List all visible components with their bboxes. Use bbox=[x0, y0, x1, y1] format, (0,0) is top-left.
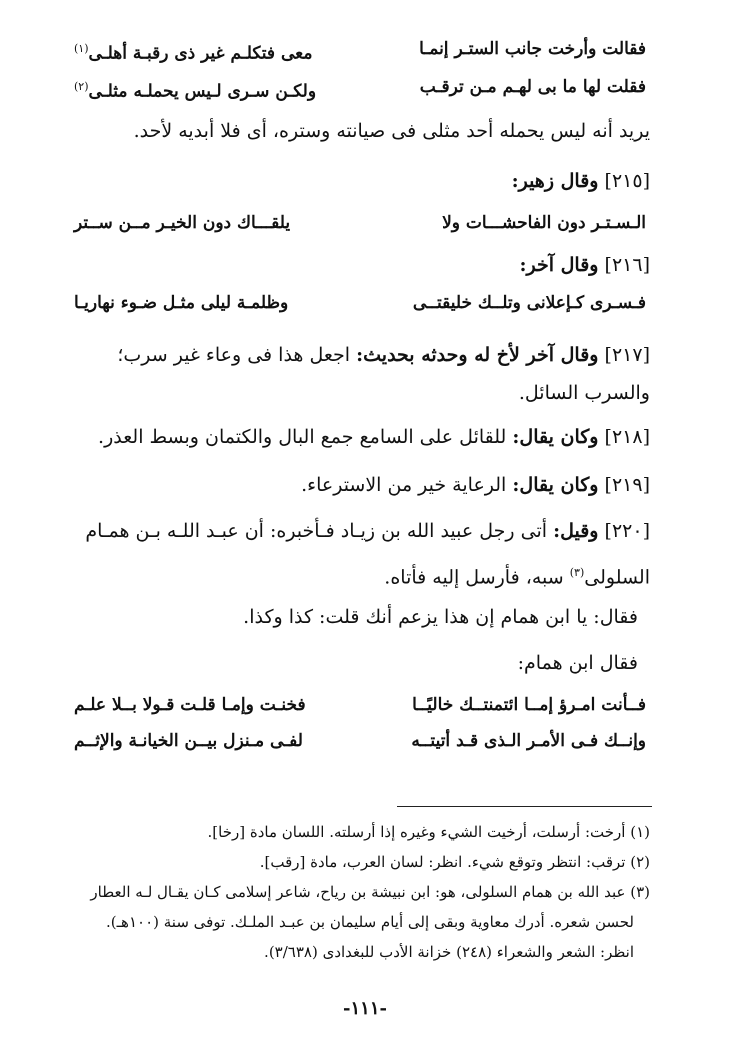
footnote-marker: (٢) bbox=[74, 80, 89, 93]
verse-hemistich: فــأنت امـرؤ إمــا ائتمنتــك خاليًــا bbox=[412, 695, 646, 715]
dialog-line: فقال ابن همام: bbox=[517, 652, 638, 674]
footnote-separator bbox=[397, 806, 652, 807]
verse-hemistich: معى فتكلـم غير ذى رقبـة أهلـى$^{(١)}$ bbox=[74, 42, 313, 64]
verse-hemistich: وظلمـة ليلى مثـل ضـوء نهاريـا bbox=[74, 293, 289, 313]
entry-lead: وقيل: bbox=[553, 520, 599, 542]
verse-line bbox=[74, 76, 646, 103]
entry-lead: وقال آخر: bbox=[519, 254, 599, 276]
verse-hemistich: فقالت وأرخت جانب الستـر إنمـا bbox=[419, 39, 646, 59]
entry-number: [٢٢٠] bbox=[604, 520, 650, 542]
entry-lead: وكان يقال: bbox=[512, 426, 599, 448]
entry-text: اجعل هذا فى وعاء غير سرب؛ bbox=[117, 344, 351, 366]
footnote: (١) أرخت: أرسلت، أرخيت الشيء وغيره إذا أرسلته. اللسان مادة [رخا]. bbox=[207, 823, 650, 841]
verse-line bbox=[74, 694, 646, 716]
entry-217 bbox=[117, 344, 650, 366]
footnote-continuation: انظر: الشعر والشعراء (٢٤٨) خزانة الأدب للبغدادى (٣/٦٣٨). bbox=[264, 943, 634, 961]
entry-continuation: والسرب السائل. bbox=[518, 382, 650, 404]
entry-text: أتى رجل عبيد الله بن زيـاد فـأخبره: أن عبـد اللـه بـن همـام bbox=[85, 520, 548, 542]
page-number: -١١١- bbox=[343, 998, 387, 1019]
name-text: السلولى bbox=[584, 566, 650, 589]
verse-hemistich: يلقـــاك دون الخيـر مــن ســتر bbox=[74, 213, 291, 233]
verse-hemistich: وإنــك فـى الأمـر الـذى قـد أتيتــه bbox=[411, 731, 646, 751]
verse-line bbox=[74, 38, 646, 65]
entry-lead: وقال زهير: bbox=[511, 170, 599, 192]
explanation-text: يريد أنه ليس يحمله أحد مثلى فى صيانته وستره، أى فلا أبديه لأحد. bbox=[133, 120, 650, 142]
entry-216 bbox=[519, 254, 650, 276]
entry-number: [٢١٥] bbox=[604, 170, 650, 192]
dialog-line: فقال: يا ابن همام إن هذا يزعم أنك قلت: كذا وكذا. bbox=[243, 606, 638, 628]
footnote: (٢) ترقب: انتظر وتوقع شيء. انظر: لسان العرب، مادة [رقب]. bbox=[259, 853, 650, 871]
entry-220 bbox=[85, 520, 650, 542]
entry-number: [٢١٨] bbox=[604, 426, 650, 448]
footnote-marker: (١) bbox=[74, 42, 89, 55]
verse-hemistich: فخنـت وإمـا قلـت قـولا بــلا علـم bbox=[74, 695, 306, 715]
footnote-continuation: لحسن شعره. أدرك معاوية وبقى إلى أيام سليمان بن عبـد الملـك. توفى سنة (١٠٠هـ). bbox=[106, 913, 634, 931]
verse-hemistich: فـسـرى كـإعلانى وتلــك خليقتــى bbox=[412, 293, 646, 313]
footnote: (٣) عبد الله بن همام السلولى، هو: ابن نبيشة بن رياح، شاعر إسلامى كـان يقـال لـه العطار bbox=[90, 883, 650, 901]
verse-hemistich: الـسـتـر دون الفاحشـــات ولا bbox=[442, 213, 646, 233]
verse-line bbox=[74, 292, 646, 314]
entry-text: سبه، فأرسل إليه فأتاه. bbox=[384, 566, 564, 589]
footnote-marker: (٣) bbox=[569, 566, 585, 579]
entry-text: الرعاية خير من الاسترعاء. bbox=[301, 474, 507, 496]
entry-number: [٢١٧] bbox=[604, 344, 650, 366]
entry-218 bbox=[98, 426, 650, 448]
entry-text: للقائل على السامع جمع البال والكتمان وبسط العذر. bbox=[98, 426, 507, 448]
entry-lead: وكان يقال: bbox=[512, 474, 599, 496]
entry-continuation bbox=[384, 562, 650, 588]
entry-lead: وقال آخر لأخ له وحدثه بحديث: bbox=[356, 344, 599, 366]
verse-hemistich: ولكـن سـرى لـيس يحملـه مثلـى$^{(٢)}$ bbox=[74, 80, 317, 102]
entry-219 bbox=[301, 474, 650, 496]
verse-line bbox=[74, 212, 646, 234]
entry-number: [٢١٩] bbox=[604, 474, 650, 496]
verse-hemistich: لفـى مـنزل بيــن الخيانـة والإثــم bbox=[74, 731, 303, 751]
verse-hemistich: فقلت لها ما بى لهـم مـن ترقـب bbox=[419, 77, 646, 97]
entry-215 bbox=[512, 170, 650, 192]
entry-number: [٢١٦] bbox=[604, 254, 650, 276]
verse-line bbox=[74, 730, 646, 752]
